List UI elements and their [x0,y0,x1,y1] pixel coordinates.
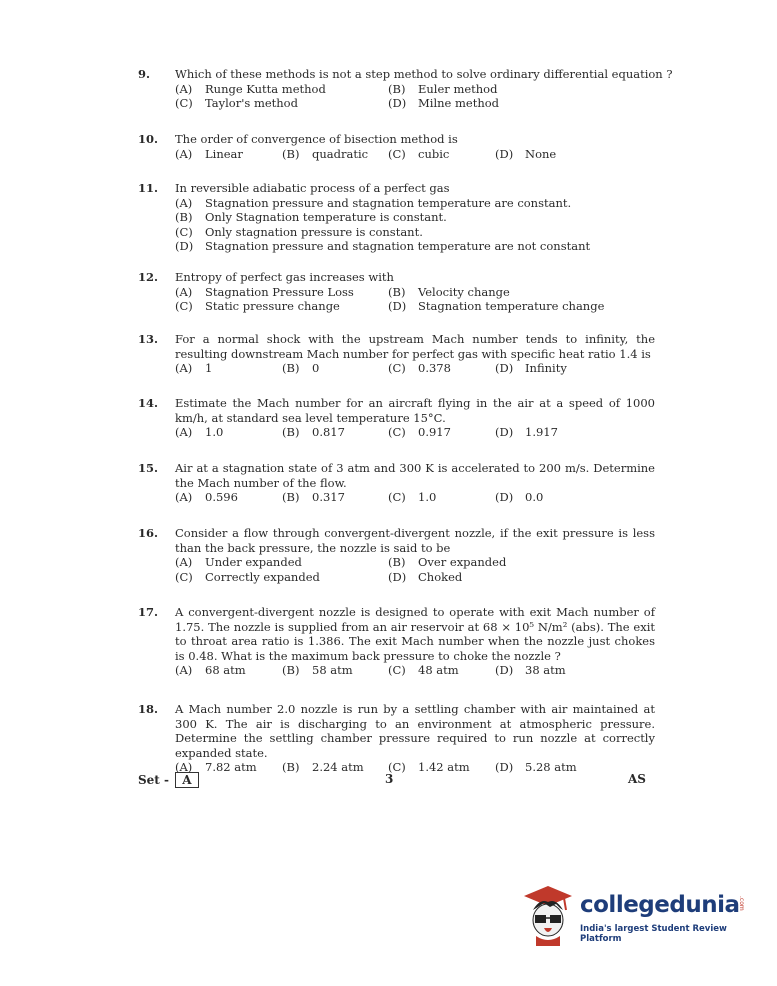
option-d: (D) Milne method [388,96,500,111]
option-c: (C) Only stagnation pressure is constant. [175,224,423,239]
option-b: (B) quadratic [282,146,369,161]
question-stem: For a normal shock with the upstream Mach number tends to infinity, the resulting downstream Mach number for perfect gas with specific heat ratio 1.4 is [175,332,655,361]
option-b: (B) 0.817 [282,425,345,440]
option-b: (B) Euler method [388,81,498,96]
option-d: (D) Infinity [495,361,567,376]
question-stem: Consider a flow through convergent-divergent nozzle, if the exit pressure is less than the back pressure, the nozzle is said to be [175,526,655,555]
option-b: (B) 58 atm [282,663,353,678]
option-a: (A) Runge Kutta method [175,81,326,96]
option-a: (A) 68 atm [175,663,246,678]
set-indicator: Set - A [138,772,199,788]
option-c: (C) 0.917 [388,425,451,440]
option-a: (A) Stagnation pressure and stagnation temperature are constant. [175,195,572,210]
option-d: (D) Choked [388,569,463,584]
option-a: (A) 0.596 [175,490,238,505]
option-a: (A) 1.0 [175,425,224,440]
option-a: (A) Under expanded [175,555,302,570]
question-number: 12. [138,270,159,284]
question-stem: Estimate the Mach number for an aircraft flying in the air at a speed of 1000 km/h, at standard sea level temperature 15°C. [175,396,655,425]
set-box: A [175,772,198,788]
option-d: (D) 5.28 atm [495,760,577,775]
option-b: (B) 0.317 [282,490,345,505]
option-c: (C) Taylor's method [175,96,298,111]
question-number: 9. [138,67,151,81]
question-stem: The order of convergence of bisection method is [175,132,458,146]
option-c: (C) 0.378 [388,361,451,376]
page-number: 3 [385,772,394,786]
question-number: 17. [138,605,159,619]
option-d: (D) 0.0 [495,490,544,505]
option-d: (D) Stagnation temperature change [388,299,605,314]
option-c: (C) 1.0 [388,490,437,505]
brand-name: collegedunia [580,892,740,918]
question-stem: A convergent-divergent nozzle is designed to operate with exit Mach number of 1.75. The nozzle is supplied from an air reservoir at 68 × 10⁵ N/m² (abs). The exit to throat area ratio is 1.386. The exit Mach number when the nozzle just chokes is 0.48. What is the maximum back pressure to choke the nozzle ? [175,605,655,663]
option-d: (D) None [495,146,557,161]
question-stem: Entropy of perfect gas increases with [175,270,394,284]
paper-code: AS [628,772,646,786]
option-a: (A) Linear [175,146,243,161]
option-a: (A) 7.82 atm [175,760,257,775]
question-stem: In reversible adiabatic process of a perfect gas [175,181,450,195]
option-b: (B) 2.24 atm [282,760,364,775]
question-stem: Air at a stagnation state of 3 atm and 300 K is accelerated to 200 m/s. Determine the Mach number of the flow. [175,461,655,490]
question-number: 15. [138,461,159,475]
option-a: (A) Stagnation Pressure Loss [175,284,354,299]
option-b: (B) Over expanded [388,555,507,570]
option-d: (D) Stagnation pressure and stagnation temperature are not constant [175,239,591,254]
option-d: (D) 38 atm [495,663,566,678]
question-stem: A Mach number 2.0 nozzle is run by a settling chamber with air maintained at 300 K. The air is discharging to an environment at atmospheric pressure. Determine the settling chamber pressure required to run nozzle at correctly expanded state. [175,702,655,760]
brand-tagline: India's largest Student Review Platform [580,924,727,944]
question-number: 18. [138,702,159,716]
collegedunia-logo [520,880,750,950]
mascot-icon [520,880,578,950]
option-d: (D) 1.917 [495,425,558,440]
option-c: (C) 48 atm [388,663,459,678]
question-number: 10. [138,132,159,146]
option-b: (B) Only Stagnation temperature is constant. [175,210,447,225]
option-c: (C) 1.42 atm [388,760,470,775]
option-c: (C) cubic [388,146,450,161]
question-number: 11. [138,181,159,195]
option-b: (B) Velocity change [388,284,510,299]
option-c: (C) Correctly expanded [175,569,320,584]
option-a: (A) 1 [175,361,213,376]
question-number: 13. [138,332,159,346]
brand-domain: .com [738,896,745,911]
option-c: (C) Static pressure change [175,299,340,314]
question-number: 16. [138,526,159,540]
question-number: 14. [138,396,159,410]
option-b: (B) 0 [282,361,320,376]
question-stem: Which of these methods is not a step method to solve ordinary differential equation ? [175,67,673,81]
